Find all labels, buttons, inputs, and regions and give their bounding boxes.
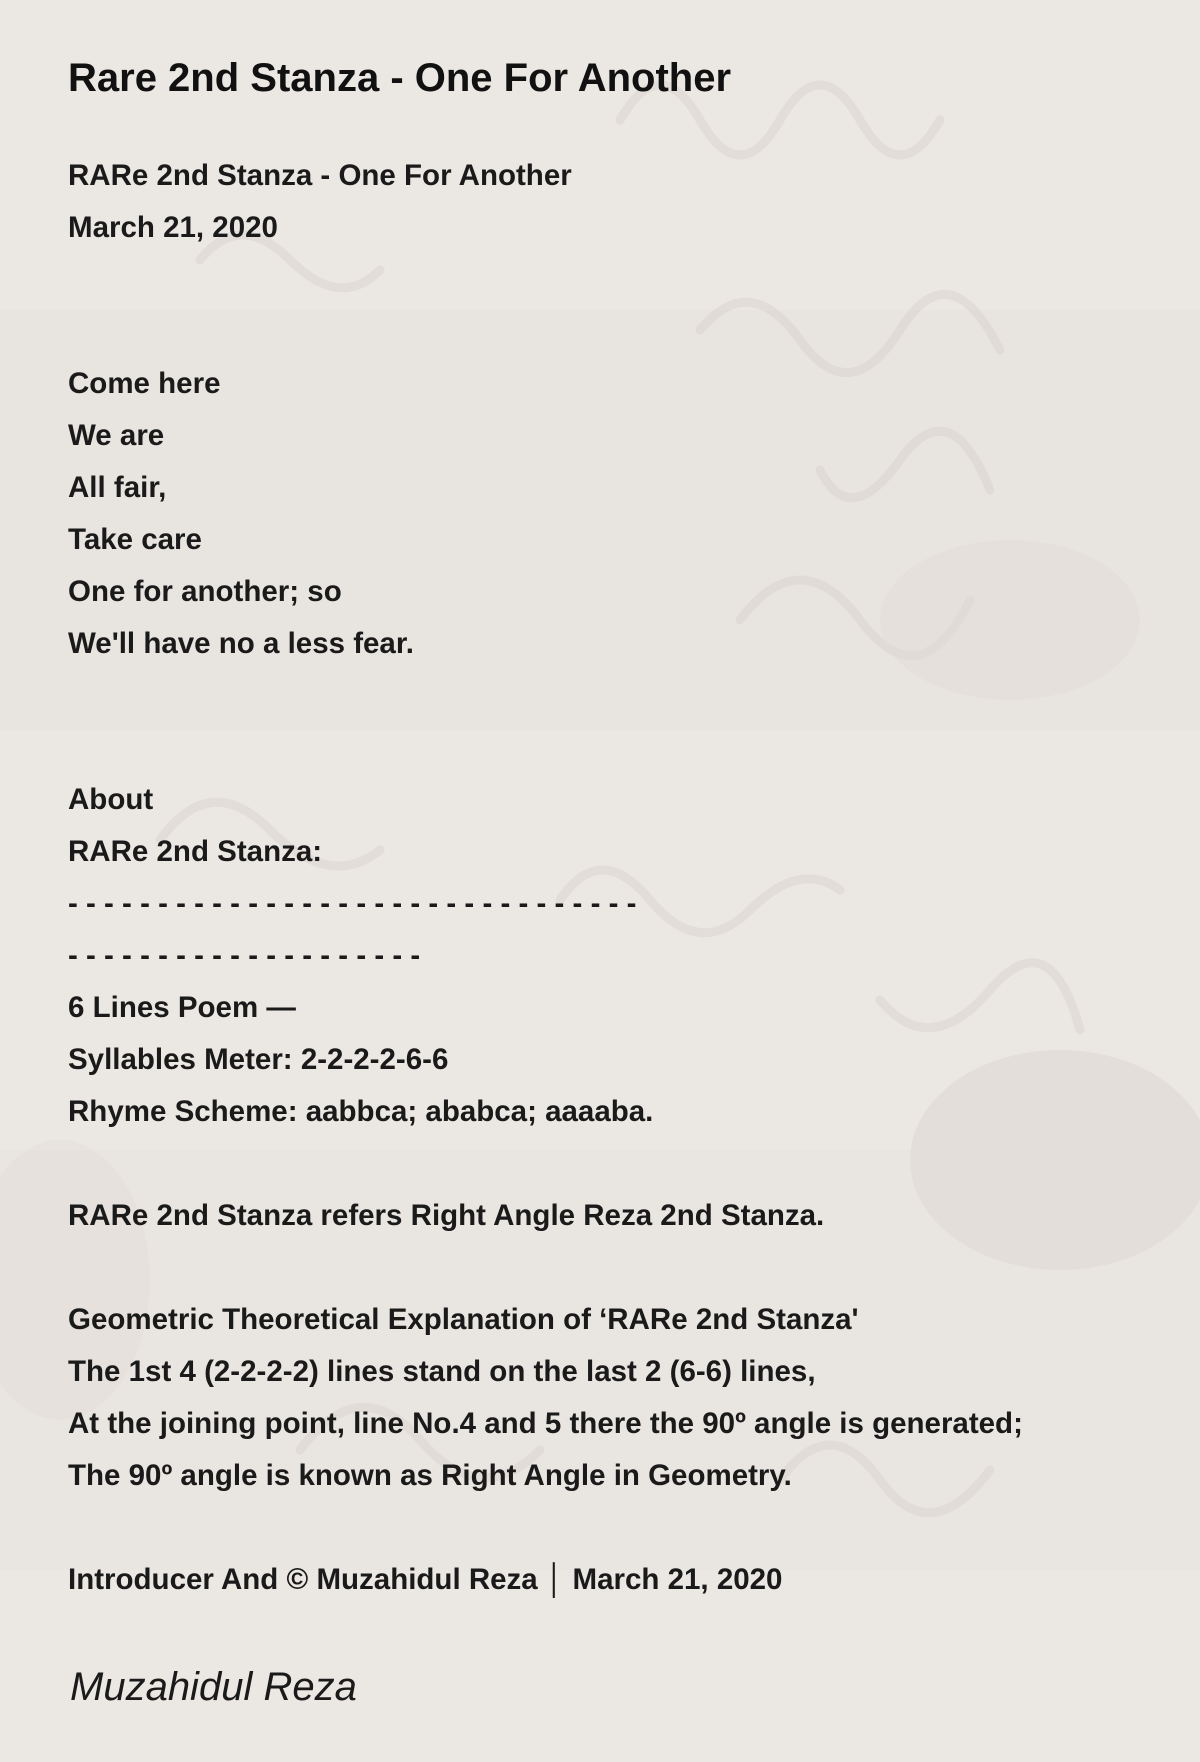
about-heading: About	[68, 783, 154, 816]
poem-subtitle: RARe 2nd Stanza - One For Another	[68, 159, 572, 192]
dashed-divider: - - - - - - - - - - - - - - - - - - - -	[68, 939, 421, 972]
syllables-meter: Syllables Meter: 2-2-2-2-6-6	[68, 1043, 449, 1076]
spacer	[68, 1502, 1148, 1554]
dashed-divider: - - - - - - - - - - - - - - - - - - - - - - - - - - - - - - - -	[68, 887, 637, 920]
poem-date: March 21, 2020	[68, 211, 278, 244]
copyright-line: Introducer And © Muzahidul Reza │ March 21, 2020	[68, 1563, 783, 1596]
verse-line: Take care	[68, 523, 202, 556]
explanation-line: The 1st 4 (2-2-2-2) lines stand on the last 2 (6-6) lines,	[68, 1355, 816, 1388]
poem-body	[68, 150, 1148, 1606]
explanation-line: At the joining point, line No.4 and 5 there the 90º angle is generated;	[68, 1407, 1023, 1440]
poem-title: Rare 2nd Stanza - One For Another	[68, 56, 732, 100]
rare-definition: RARe 2nd Stanza refers Right Angle Reza 2nd Stanza.	[68, 1199, 825, 1232]
spacer	[68, 1138, 1148, 1190]
spacer	[68, 1242, 1148, 1294]
verse-line: All fair,	[68, 471, 167, 504]
spacer	[68, 254, 1148, 306]
author-name: Muzahidul Reza	[70, 1665, 357, 1709]
explanation-line: The 90º angle is known as Right Angle in Geometry.	[68, 1459, 792, 1492]
about-subheading: RARe 2nd Stanza:	[68, 835, 323, 868]
explanation-heading: Geometric Theoretical Explanation of ‘RARe 2nd Stanza'	[68, 1303, 859, 1336]
form-description: 6 Lines Poem —	[68, 991, 296, 1024]
verse-line: We are	[68, 419, 165, 452]
rhyme-scheme: Rhyme Scheme: aabbca; ababca; aaaaba.	[68, 1095, 654, 1128]
spacer	[68, 722, 1148, 774]
spacer	[68, 670, 1148, 722]
verse-line: Come here	[68, 367, 221, 400]
verse-line: We'll have no a less fear.	[68, 627, 414, 660]
spacer	[68, 306, 1148, 358]
verse-line: One for another; so	[68, 575, 342, 608]
